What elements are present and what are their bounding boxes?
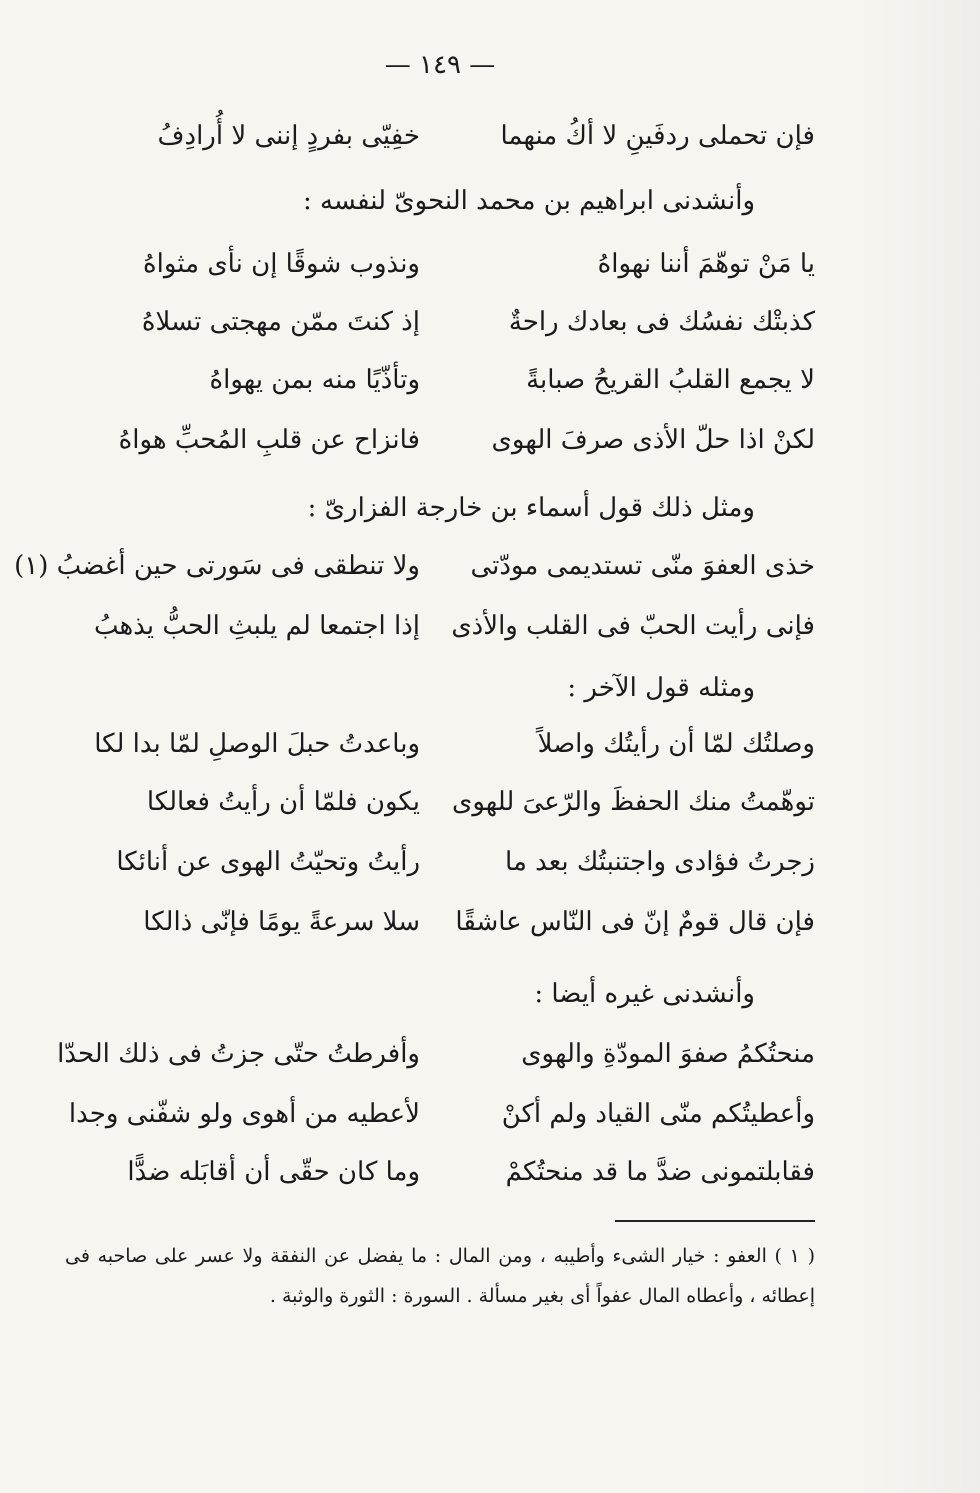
verse-line <box>65 776 815 828</box>
verse-line <box>65 600 815 652</box>
verse-second-hemistich: إذا اجتمعا لم يلبثِ الحبُّ يذهبُ <box>93 611 420 641</box>
verse-first-hemistich: منحتُكمُ صفوَ المودّةِ والهوی <box>521 1039 815 1069</box>
verse-second-hemistich: رأيتُ وتحيّتُ الهوی عن أنائكا <box>116 847 420 877</box>
verse-line <box>65 238 815 290</box>
verse-first-hemistich: لكنْ اذا حلّ الأذی صرفَ الهوی <box>491 425 815 455</box>
verse-first-hemistich: زجرتُ فؤادی واجتنبتُك بعد ما <box>505 847 815 877</box>
verse-second-hemistich: لأعطيه من أهوی ولو شفّنی وجدا <box>68 1099 420 1129</box>
verse-line <box>65 354 815 406</box>
verse-first-hemistich: يا مَنْ توهّمَ أننا نهواهُ <box>597 249 815 279</box>
intro-line: وأنشدنی ابراهيم بن محمد النحویّ لنفسه : <box>302 186 755 216</box>
verse-first-hemistich: فإن تحملی ردفَينِ لا أكُ منهما <box>500 121 815 151</box>
verse-line <box>65 296 815 348</box>
verse-second-hemistich: وما كان حقّی أن أقابَله ضدًّا <box>127 1157 420 1187</box>
verse-second-hemistich: وأفرطتُ حتّی جزتُ فی ذلك الحدّا <box>57 1039 420 1069</box>
verse-second-hemistich: وتأذّيًا منه بمن يهواهُ <box>209 365 420 395</box>
verse-line <box>65 110 815 162</box>
verse-line <box>65 414 815 466</box>
verse-first-hemistich: فقابلتمونی ضدَّ ما قد منحتُكمْ <box>505 1157 815 1187</box>
verse-first-hemistich: فإنی رأيت الحبّ فی القلب والأذی <box>451 611 815 641</box>
page-number: — ١٤٩ — <box>384 50 496 80</box>
verse-second-hemistich: فانزاح عن قلبِ المُحبِّ هواهُ <box>118 425 420 455</box>
verse-second-hemistich: يكون فلمّا أن رأيتُ فعالكا <box>146 787 420 817</box>
intro-line: وأنشدنی غيره أيضا : <box>534 979 755 1009</box>
verse-second-hemistich: ونذوب شوقًا إن نأی مثواهُ <box>143 249 420 279</box>
verse-line <box>57 1028 815 1080</box>
verse-line <box>65 1146 815 1198</box>
page-edge-shadow <box>860 0 980 1493</box>
verse-second-hemistich: خفِيّی بفردٍ إننی لا أُرادِفُ <box>157 121 420 151</box>
verse-line <box>65 718 815 770</box>
verse-first-hemistich: لا يجمع القلبُ القريحُ صبابةً <box>526 365 815 395</box>
intro-line: ومثله قول الآخر : <box>567 673 755 703</box>
verse-second-hemistich: إذ كنتَ ممّن مهجتی تسلاهُ <box>141 307 420 337</box>
verse-second-hemistich: ولا تنطقی فی سَورتی حين أغضبُ (١) <box>14 551 420 581</box>
verse-second-hemistich: وباعدتُ حبلَ الوصلِ لمّا بدا لكا <box>94 729 420 759</box>
verse-first-hemistich: فإن قال قومٌ إنّ فی النّاس عاشقًا <box>455 907 815 937</box>
verse-first-hemistich: كذبتْك نفسُك فی بعادك راحةٌ <box>508 307 815 337</box>
footnote-divider <box>615 1220 815 1222</box>
verse-line <box>65 896 815 948</box>
intro-line: ومثل ذلك قول أسماء بن خارجة الفزاریّ : <box>307 493 755 523</box>
verse-line <box>65 836 815 888</box>
verse-first-hemistich: توهّمتُ منك الحفظَ والرّعیَ للهوی <box>452 787 815 817</box>
verse-line <box>14 540 815 592</box>
verse-line <box>65 1088 815 1140</box>
verse-first-hemistich: وصلتُك لمّا أن رأيتُك واصلاً <box>537 729 815 759</box>
verse-second-hemistich: سلا سرعةً يومًا فإنّی ذالكا <box>143 907 420 937</box>
verse-first-hemistich: خذی العفوَ منّی تستديمی مودّتی <box>470 551 815 581</box>
verse-first-hemistich: وأعطيتُكم منّی القياد ولم أكنْ <box>501 1099 815 1129</box>
footnote: ( ١ ) العفو : خيار الشیء وأطيبه ، ومن المال : ما يفضل عن النفقة ولا عسر علی صاحبه فی إعطائه ، وأعطاه المال عفواً أی بغير مسألة . السورة : الثورة والوثبة . <box>65 1245 815 1307</box>
